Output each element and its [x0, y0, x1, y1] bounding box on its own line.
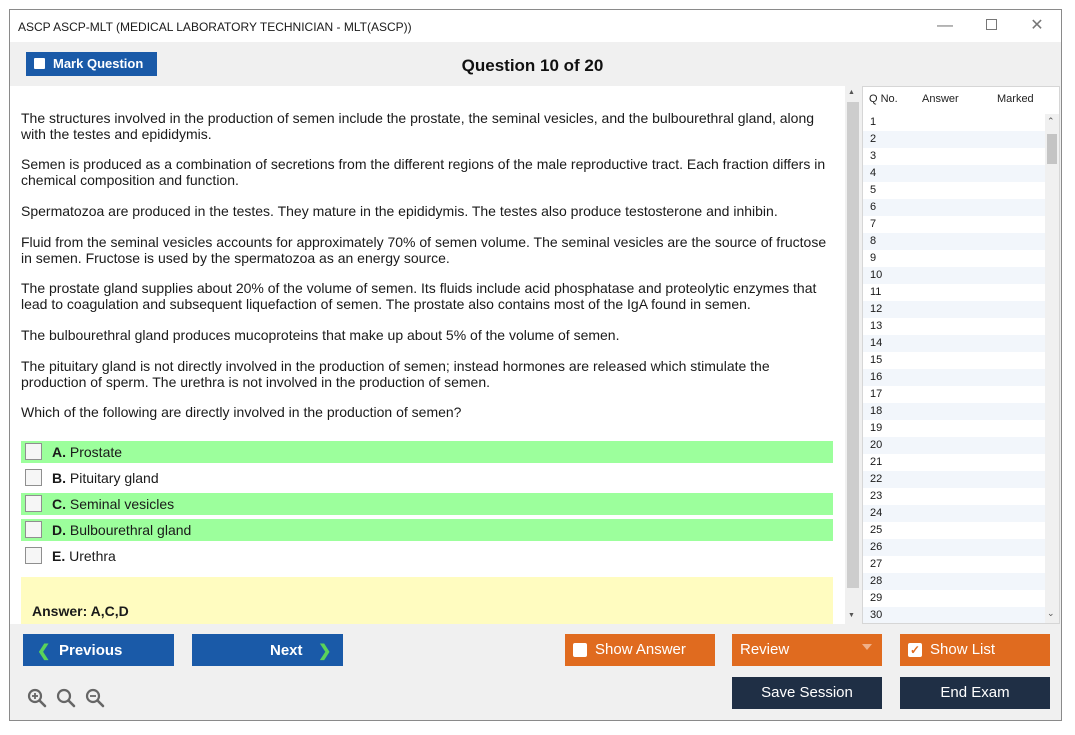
question-paragraph: The bulbourethral gland produces mucoproteins that make up about 5% of the volume of semen.: [21, 327, 620, 343]
question-list-row[interactable]: 25: [870, 524, 883, 536]
question-list-row[interactable]: 7: [870, 218, 877, 230]
question-list-row[interactable]: 3: [870, 150, 877, 162]
question-list-row[interactable]: 19: [870, 422, 883, 434]
question-list-row[interactable]: 6: [863, 199, 1045, 216]
question-list-row[interactable]: 28: [863, 573, 1045, 590]
question-list-row[interactable]: 22: [863, 471, 1045, 488]
chevron-down-icon[interactable]: ⌄: [1047, 608, 1055, 618]
show-list-button[interactable]: [900, 634, 1050, 666]
dropdown-arrow-icon: [862, 644, 872, 650]
choice-letter: A.: [52, 444, 66, 460]
choice-checkbox[interactable]: [25, 547, 42, 564]
choice-letter: C.: [52, 496, 66, 512]
question-list-row[interactable]: 4: [863, 165, 1045, 182]
question-list-row[interactable]: 1: [870, 116, 877, 128]
question-list-row[interactable]: 8: [863, 233, 1045, 250]
choice-text: Pituitary gland: [69, 470, 159, 486]
content-scroll-thumb[interactable]: [847, 102, 859, 588]
title-bar: [10, 10, 1061, 42]
question-list-row[interactable]: 11: [870, 286, 882, 298]
mark-question-checkbox[interactable]: [34, 58, 45, 69]
minimize-button[interactable]: —: [937, 17, 953, 34]
chevron-up-icon[interactable]: ⌃: [1047, 116, 1055, 126]
zoom-reset-icon[interactable]: [56, 688, 76, 708]
choice-a[interactable]: [21, 441, 833, 463]
show-list-checkbox-checked-icon[interactable]: ✓: [909, 643, 921, 657]
question-counter: Question 10 of 20: [461, 56, 604, 75]
maximize-icon: [986, 19, 997, 30]
column-header-marked: Marked: [997, 93, 1034, 105]
previous-label: Previous: [59, 642, 123, 659]
question-list-row[interactable]: 27: [870, 558, 883, 570]
review-dropdown[interactable]: [732, 634, 882, 666]
choice-checkbox[interactable]: [25, 469, 42, 486]
choice-text: Bulbourethral gland: [69, 522, 192, 538]
end-exam-button[interactable]: End Exam: [900, 677, 1050, 709]
zoom-in-icon[interactable]: [27, 688, 47, 708]
show-list-label: Show List: [930, 641, 996, 658]
close-button[interactable]: ✕: [1030, 17, 1044, 34]
review-label: Review: [740, 641, 790, 658]
column-header-qno: Q No.: [869, 93, 898, 105]
question-list-row[interactable]: 2: [863, 131, 1045, 148]
show-answer-label: Show Answer: [595, 641, 686, 658]
question-list-row[interactable]: 30: [863, 607, 1045, 624]
question-list-row[interactable]: 16: [863, 369, 1045, 386]
app-window: [9, 9, 1062, 721]
save-session-button[interactable]: Save Session: [732, 677, 882, 709]
choice-d[interactable]: [21, 519, 833, 541]
scroll-down-icon[interactable]: ▼: [848, 612, 855, 619]
question-paragraph: Spermatozoa are produced in the testes. They mature in the epididymis. The testes also produce testosterone and inhibin.: [21, 203, 778, 219]
question-paragraph: Semen is produced as a combination of secretions from the different regions of the male reproductive tract. Each fraction differs in chemical composition and function.: [21, 156, 826, 188]
question-list-rows: [863, 114, 1045, 624]
show-answer-button[interactable]: [565, 634, 715, 666]
chevron-left-icon: ❮: [37, 643, 51, 660]
choice-checkbox[interactable]: [25, 495, 42, 512]
question-list-row[interactable]: 15: [870, 354, 883, 366]
choice-letter: B.: [52, 470, 66, 486]
question-prompt: Which of the following are directly involved in the production of semen?: [21, 404, 462, 420]
choice-e[interactable]: [21, 545, 833, 567]
choice-text: Prostate: [69, 444, 123, 460]
question-list-row[interactable]: 9: [870, 252, 877, 264]
mark-question-button[interactable]: [26, 52, 157, 76]
question-list-scroll-thumb[interactable]: [1047, 134, 1057, 164]
next-label: Next: [270, 642, 303, 659]
question-list-row[interactable]: 26: [863, 539, 1045, 556]
scroll-up-icon[interactable]: ▲: [848, 89, 855, 96]
question-list-scrollbar[interactable]: [1045, 114, 1059, 623]
choice-text: Urethra: [69, 548, 116, 564]
chevron-right-icon: ❯: [318, 643, 332, 660]
question-list-row[interactable]: 5: [870, 184, 877, 196]
previous-button[interactable]: [23, 634, 174, 666]
content-scrollbar[interactable]: [846, 86, 860, 624]
mark-question-label: Mark Question: [53, 56, 144, 71]
question-list-row[interactable]: 17: [870, 388, 883, 400]
column-header-answer: Answer: [922, 93, 959, 105]
question-paragraph: The pituitary gland is not directly involved in the production of semen; instead hormones are released which stimulate the production of sperm. The urethra is not involved in the production of semen.: [21, 358, 770, 390]
answer-panel: [21, 577, 833, 624]
choice-text: Seminal vesicles: [69, 496, 175, 512]
choice-b[interactable]: [21, 467, 833, 489]
answer-text: Answer: A,C,D: [32, 603, 129, 619]
maximize-button[interactable]: [971, 15, 1011, 37]
question-paragraph: Fluid from the seminal vesicles accounts for approximately 70% of semen volume. The seminal vesicles are the source of fructose in semen. Fructose is used by the spermatozoa as an energy source.: [21, 234, 827, 266]
question-list-row[interactable]: 24: [863, 505, 1045, 522]
show-answer-checkbox[interactable]: [573, 643, 587, 657]
choice-checkbox[interactable]: [25, 443, 42, 460]
question-list-row[interactable]: 13: [870, 320, 883, 332]
question-list-row[interactable]: 21: [870, 456, 883, 468]
choice-letter: E.: [52, 548, 66, 564]
choice-letter: D.: [52, 522, 66, 538]
choice-c[interactable]: [21, 493, 833, 515]
question-list-row[interactable]: 18: [863, 403, 1045, 420]
choice-checkbox[interactable]: [25, 521, 42, 538]
next-button[interactable]: [192, 634, 343, 666]
question-list-row[interactable]: 29: [870, 592, 883, 604]
question-paragraph: The prostate gland supplies about 20% of the volume of semen. Its fluids include acid phosphatase and proteolytic enzymes that lead to coagulation and subsequent liquefaction of semen. The prostate also contains most of the IgA found in semen.: [21, 280, 817, 312]
question-list: [862, 86, 1060, 624]
question-list-row[interactable]: 10: [863, 267, 1045, 284]
question-paragraph: The structures involved in the production of semen include the prostate, the seminal vesicles, and the bulbourethral gland, along with the testes and epididymis.: [21, 110, 815, 142]
zoom-out-icon[interactable]: [85, 688, 105, 708]
question-list-row[interactable]: 14: [863, 335, 1045, 352]
question-content-pane: [10, 86, 845, 624]
window-title: ASCP ASCP-MLT (MEDICAL LABORATORY TECHNICIAN - MLT(ASCP)): [18, 20, 412, 34]
question-list-row[interactable]: 12: [863, 301, 1045, 318]
question-list-row[interactable]: 20: [863, 437, 1045, 454]
question-list-row[interactable]: 23: [870, 490, 883, 502]
